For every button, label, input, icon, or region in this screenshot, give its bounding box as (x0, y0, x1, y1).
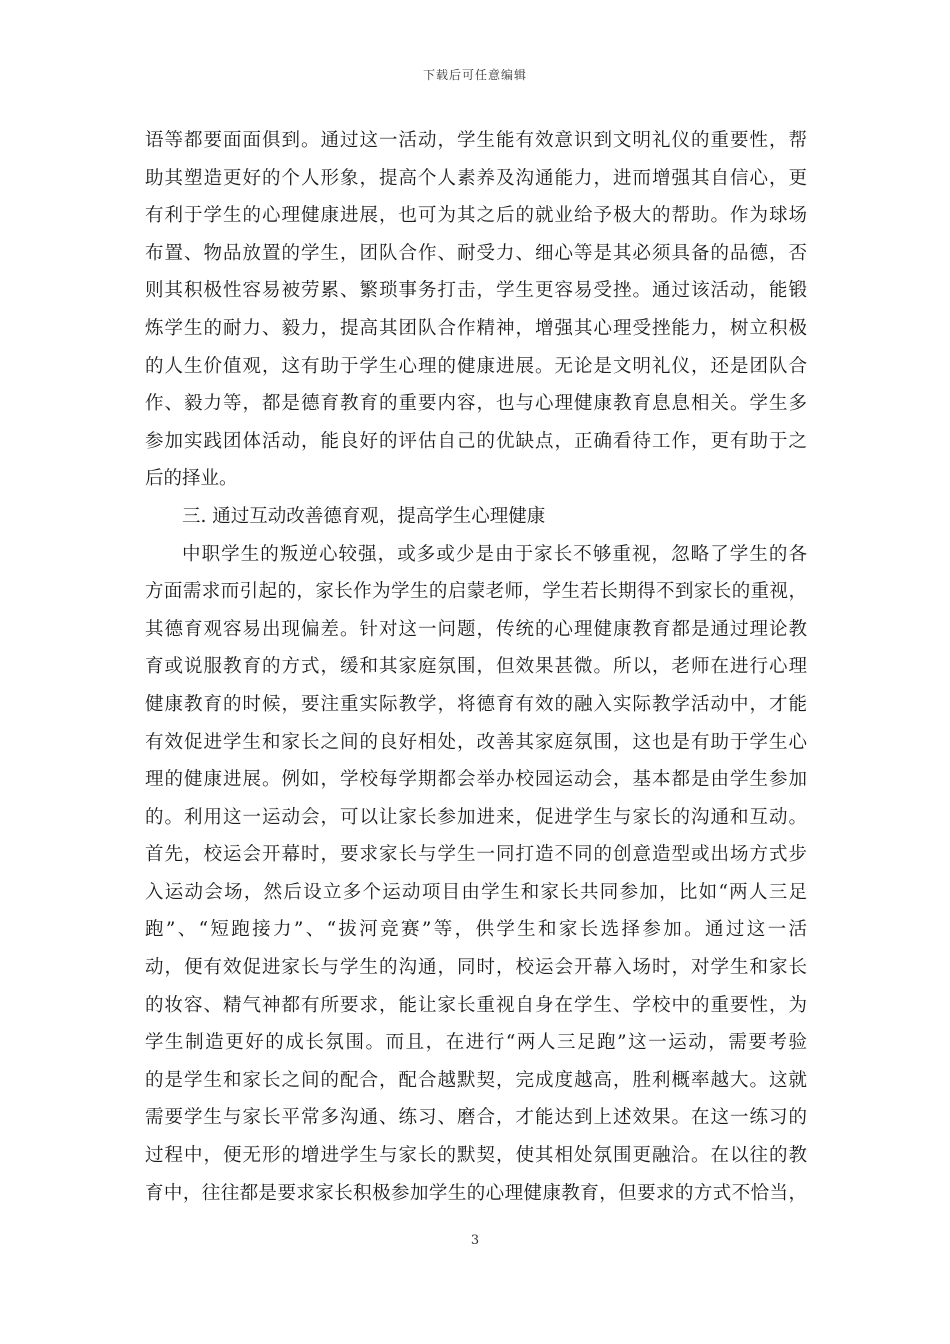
text-line: 炼学生的耐力、毅力，提高其团队合作精神，增强其心理受挫能力，树立积极 (145, 317, 807, 339)
text-line: 跑”、“短跑接力”、“拔河竞赛”等，供学生和家长选择参加。通过这一活 (145, 919, 807, 941)
text-line: 助其塑造更好的个人形象，提高个人素养及沟通能力，进而增强其自信心，更 (145, 167, 807, 189)
text-line: 作、毅力等，都是德育教育的重要内容，也与心理健康教育息息相关。学生多 (145, 393, 807, 415)
text-line: 过程中，便无形的增进学生与家长的默契，使其相处氛围更融洽。在以往的教 (145, 1145, 807, 1167)
text-line: 语等都要面面俱到。通过这一活动，学生能有效意识到文明礼仪的重要性，帮 (145, 130, 807, 151)
text-line: 学生制造更好的成长氛围。而且，在进行“两人三足跑”这一运动，需要考验 (145, 1032, 807, 1054)
text-line: 的。利用这一运动会，可以让家长参加进来，促进学生与家长的沟通和互动。 (145, 806, 807, 828)
text-line: 的人生价值观，这有助于学生心理的健康进展。无论是文明礼仪，还是团队合 (145, 355, 807, 377)
text-line: 的妆容、精气神都有所要求，能让家长重视自身在学生、学校中的重要性，为 (145, 994, 807, 1016)
page-number: 3 (470, 1233, 480, 1248)
text-line: 有效促进学生和家长之间的良好相处，改善其家庭氛围，这也是有助于学生心 (145, 731, 807, 753)
text-line: 动，便有效促进家长与学生的沟通，同时，校运会开幕入场时，对学生和家长 (145, 957, 807, 979)
text-line: 后的择业。 (145, 468, 238, 490)
text-line: 其德育观容易出现偏差。针对这一问题，传统的心理健康教育都是通过理论教 (145, 618, 807, 640)
document-body (145, 122, 807, 1212)
text-line: 入运动会场，然后设立多个运动项目由学生和家长共同参加，比如“两人三足 (145, 881, 807, 903)
text-line: 需要学生与家长平常多沟通、练习、磨合，才能达到上述效果。在这一练习的 (145, 1107, 807, 1129)
text-line: 有利于学生的心理健康进展，也可为其之后的就业给予极大的帮助。作为球场 (145, 205, 807, 227)
section-heading: 三. 通过互动改善德育观，提高学生心理健康 (182, 505, 546, 527)
text-line: 则其积极性容易被劳累、繁琐事务打击，学生更容易受挫。通过该活动，能锻 (145, 280, 807, 302)
text-line: 首先，校运会开幕时，要求家长与学生一同打造不同的创意造型或出场方式步 (145, 844, 807, 866)
text-line: 理的健康进展。例如，学校每学期都会举办校园运动会，基本都是由学生参加 (145, 769, 807, 791)
page-header: 下载后可任意编辑 (422, 68, 527, 82)
text-line: 布置、物品放置的学生，团队合作、耐受力、细心等是其必须具备的品德，否 (145, 242, 807, 264)
text-line: 的是学生和家长之间的配合，配合越默契，完成度越高，胜利概率越大。这就 (145, 1069, 807, 1091)
text-line: 参加实践团体活动，能良好的评估自己的优缺点，正确看待工作，更有助于之 (145, 430, 807, 452)
text-line: 健康教育的时候，要注重实际教学，将德育有效的融入实际教学活动中，才能 (145, 693, 807, 715)
text-line: 中职学生的叛逆心较强，或多或少是由于家长不够重视，忽略了学生的各 (182, 543, 807, 565)
text-line: 方面需求而引起的，家长作为学生的启蒙老师，学生若长期得不到家长的重视， (145, 581, 807, 603)
text-line: 育或说服教育的方式，缓和其家庭氛围，但效果甚微。所以，老师在进行心理 (145, 656, 807, 678)
text-line: 育中，往往都是要求家长积极参加学生的心理健康教育，但要求的方式不恰当， (145, 1182, 807, 1204)
